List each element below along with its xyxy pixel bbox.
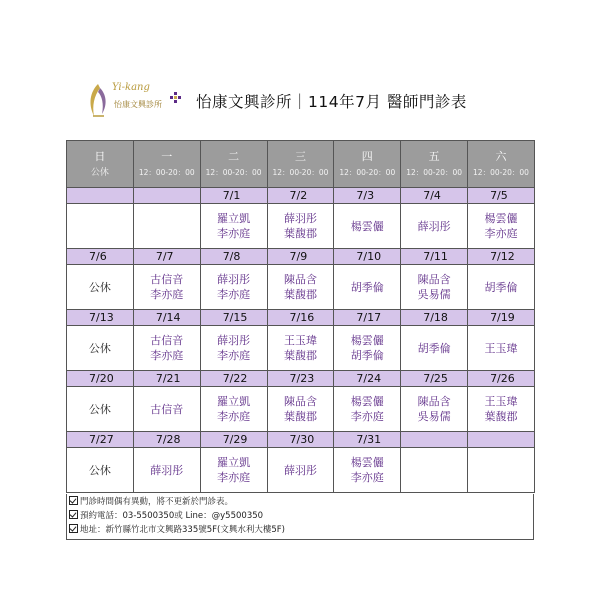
doctor-name: 陳品含 [417,395,451,408]
weekday-name: 一 [161,149,173,163]
date-cell [401,432,468,448]
doctor-cell [200,265,267,310]
doctor-cell [67,448,134,493]
doctor-cell [200,387,267,432]
doctor-row [67,265,535,310]
doctor-name: 葉馥郡 [283,288,317,301]
doctor-cell [334,326,401,371]
date-row [67,188,535,204]
doctor-cell [267,448,334,493]
doctor-name: 李亦庭 [217,410,251,423]
doctor-cell [267,387,334,432]
weekday-header [200,141,267,188]
note-item [67,509,533,523]
doctor-cell [334,204,401,249]
date-cell: 7/10 [334,249,401,265]
doctor-name: 葉馥郡 [283,410,317,423]
doctor-name: 薛羽彤 [150,463,184,477]
date-cell: 7/19 [468,310,535,326]
weekday-header [334,141,401,188]
date-cell: 7/11 [401,249,468,265]
doctor-name: 李亦庭 [350,410,384,423]
weekday-hours: 12：00-20：00 [339,167,396,177]
doctor-cell [267,326,334,371]
doctor-cell [67,326,134,371]
doctor-name: 羅立凱 [217,395,251,408]
date-cell: 7/1 [200,188,267,204]
schedule-body [67,188,535,493]
weekday-header [267,141,334,188]
weekday-hours: 12：00-20：00 [473,167,529,177]
date-cell: 7/28 [133,432,200,448]
note-item [67,495,533,509]
doctor-cell [67,265,134,310]
doctor-cell [200,448,267,493]
weekday-header-row [67,141,535,188]
note-text: 門診時間偶有異動，將不更新於門診表。 [80,497,234,507]
date-cell: 7/9 [267,249,334,265]
date-cell [468,432,535,448]
weekday-name: 三 [294,149,306,163]
doctor-name: 薛羽彤 [217,334,251,347]
checkbox-icon [69,524,78,533]
weekday-header [468,141,535,188]
doctor-name: 公休 [88,402,111,416]
doctor-name: 羅立凱 [217,456,251,469]
date-cell: 7/18 [401,310,468,326]
doctor-name: 李亦庭 [350,471,384,484]
doctor-name: 胡季倫 [350,349,384,362]
doctor-name: 陳品含 [283,395,317,408]
doctor-name: 陳品含 [417,273,451,286]
doctor-name: 葉馥郡 [283,227,317,240]
doctor-cell [468,265,535,310]
doctor-name: 胡季倫 [484,280,518,294]
date-cell: 7/22 [200,371,267,387]
doctor-row [67,326,535,371]
date-cell: 7/30 [267,432,334,448]
weekday-header [133,141,200,188]
doctor-cell [468,204,535,249]
decorative-dots-icon [170,92,182,104]
date-cell: 7/7 [133,249,200,265]
doctor-cell [334,265,401,310]
doctor-name: 薛羽彤 [217,273,251,286]
date-cell: 7/12 [468,249,535,265]
date-cell: 7/26 [468,371,535,387]
doctor-name: 古信音 [150,273,184,286]
doctor-cell [401,387,468,432]
date-cell: 7/13 [67,310,134,326]
doctor-name: 李亦庭 [150,288,184,301]
doctor-name: 楊雲儷 [484,212,518,225]
logo-text-en: Yi-kang [112,82,150,93]
doctor-row [67,387,535,432]
weekday-name: 二 [228,149,240,163]
logo-text-zh: 怡康文興診所 [114,100,162,109]
doctor-cell [401,204,468,249]
date-row [67,249,535,265]
doctor-name: 楊雲儷 [350,219,384,233]
doctor-name: 薛羽彤 [283,212,317,225]
date-cell: 7/17 [334,310,401,326]
doctor-cell [133,265,200,310]
date-cell: 7/15 [200,310,267,326]
doctor-cell [133,326,200,371]
weekday-hours: 12：00-20：00 [138,167,195,177]
date-row [67,371,535,387]
date-row [67,432,535,448]
date-cell: 7/3 [334,188,401,204]
date-cell [67,188,134,204]
doctor-cell [67,204,134,249]
weekday-hours: 12：00-20：00 [272,167,329,177]
doctor-cell [67,387,134,432]
weekday-hours: 12：00-20：00 [406,167,463,177]
doctor-name: 胡季倫 [417,341,451,355]
doctor-name: 李亦庭 [217,288,251,301]
doctor-name: 李亦庭 [484,227,518,240]
doctor-cell [133,204,200,249]
date-cell: 7/4 [401,188,468,204]
note-text: 地址：新竹縣竹北市文興路335號5F(文興水利大樓5F) [80,525,285,535]
doctor-name: 胡季倫 [350,280,384,294]
doctor-name: 羅立凱 [217,212,251,225]
doctor-cell [401,448,468,493]
doctor-name: 公休 [88,341,111,355]
weekday-name: 六 [495,149,507,163]
doctor-name: 公休 [88,463,111,477]
doctor-name: 李亦庭 [150,349,184,362]
date-cell: 7/24 [334,371,401,387]
weekday-name: 日 [94,149,106,163]
doctor-name: 葉馥郡 [283,349,317,362]
doctor-name: 吳易儒 [417,288,451,301]
doctor-cell [468,387,535,432]
header [78,78,538,122]
doctor-name: 葉馥郡 [484,410,518,423]
schedule-table [66,140,535,493]
doctor-name: 王玉瑋 [283,334,317,347]
note-text: 預約電話：03-5500350或 Line：@y5500350 [80,511,264,521]
weekday-name: 四 [361,149,373,163]
date-cell: 7/20 [67,371,134,387]
date-cell [133,188,200,204]
date-cell: 7/21 [133,371,200,387]
doctor-cell [468,326,535,371]
weekday-hours: 12：00-20：00 [205,167,262,177]
date-cell: 7/23 [267,371,334,387]
doctor-name: 薛羽彤 [283,463,317,477]
date-cell: 7/14 [133,310,200,326]
weekday-header [401,141,468,188]
clinic-logo [78,78,178,122]
page-title: 怡康文興診所｜114年7月 醫師門診表 [196,93,467,111]
doctor-name: 公休 [88,280,111,294]
doctor-cell [133,448,200,493]
note-item [67,523,533,537]
weekday-header [67,141,134,188]
doctor-cell [133,387,200,432]
doctor-name: 李亦庭 [217,471,251,484]
date-cell: 7/16 [267,310,334,326]
doctor-name: 陳品含 [283,273,317,286]
date-cell: 7/2 [267,188,334,204]
doctor-cell [401,326,468,371]
doctor-cell [334,387,401,432]
doctor-name: 吳易儒 [417,410,451,423]
doctor-row [67,204,535,249]
doctor-cell [334,448,401,493]
doctor-name: 薛羽彤 [417,219,451,233]
doctor-name: 古信音 [150,334,184,347]
doctor-cell [267,204,334,249]
doctor-cell [200,326,267,371]
doctor-cell [200,204,267,249]
notes-box [66,494,534,540]
date-row [67,310,535,326]
doctor-name: 李亦庭 [217,227,251,240]
doctor-name: 李亦庭 [217,349,251,362]
date-cell: 7/5 [468,188,535,204]
date-cell: 7/27 [67,432,134,448]
doctor-name: 楊雲儷 [350,334,384,347]
doctor-name: 楊雲儷 [350,395,384,408]
doctor-name: 古信音 [150,402,184,416]
doctor-name: 王玉瑋 [484,341,518,355]
doctor-name: 楊雲儷 [350,456,384,469]
checkbox-icon [69,496,78,505]
date-cell: 7/31 [334,432,401,448]
date-cell: 7/25 [401,371,468,387]
doctor-row [67,448,535,493]
date-cell: 7/29 [200,432,267,448]
doctor-name: 王玉瑋 [484,395,518,408]
doctor-cell [401,265,468,310]
date-cell: 7/8 [200,249,267,265]
weekday-hours: 公休 [90,167,109,178]
weekday-name: 五 [428,149,440,163]
doctor-cell [267,265,334,310]
date-cell: 7/6 [67,249,134,265]
doctor-cell [468,448,535,493]
checkbox-icon [69,510,78,519]
logo-mark-icon [84,82,114,118]
